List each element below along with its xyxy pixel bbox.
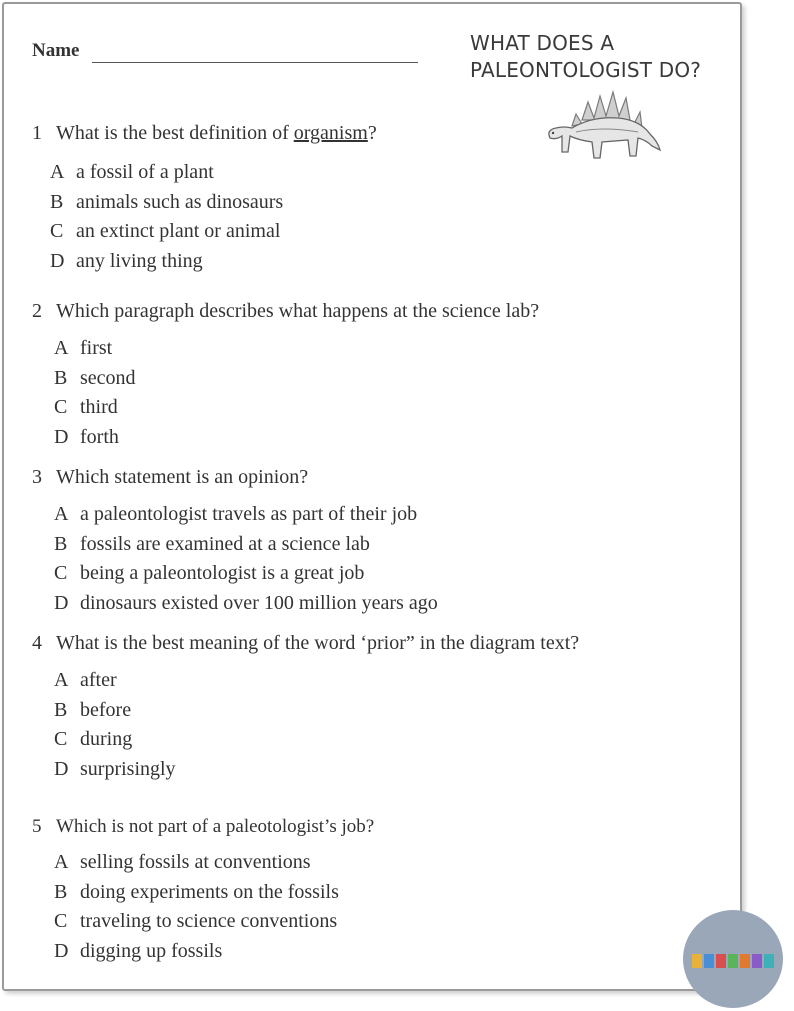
question-2 xyxy=(32,300,539,323)
option-letter: A xyxy=(54,337,69,359)
option-text: selling fossils at conventions xyxy=(80,851,311,873)
option-text: animals such as dinosaurs xyxy=(76,190,284,213)
stem-text: Which paragraph describes what happens at the science lab? xyxy=(56,300,540,322)
answer-option[interactable] xyxy=(54,364,136,394)
option-text: being a paleontologist is a great job xyxy=(80,562,365,584)
worksheet-title xyxy=(470,30,740,84)
name-write-line xyxy=(92,62,418,63)
question-1 xyxy=(32,122,377,145)
logo-color-block xyxy=(704,954,714,968)
answer-option[interactable] xyxy=(54,393,136,423)
answer-option[interactable] xyxy=(54,666,176,696)
option-letter: B xyxy=(54,532,68,555)
option-letter: D xyxy=(50,249,65,272)
option-text: an extinct plant or animal xyxy=(76,220,281,242)
option-letter: D xyxy=(54,425,69,448)
question-number: 3 xyxy=(32,466,42,488)
option-text: doing experiments on the fossils xyxy=(80,880,339,903)
stem-text: What is the best meaning of the word ‘prior” in the diagram text? xyxy=(56,632,580,654)
options-q5 xyxy=(54,848,339,966)
question-stem xyxy=(32,466,308,489)
answer-option[interactable] xyxy=(54,878,339,908)
answer-option[interactable] xyxy=(54,589,438,619)
answer-option[interactable] xyxy=(54,755,176,785)
answer-option[interactable] xyxy=(54,530,438,560)
option-letter: C xyxy=(54,910,68,932)
question-number: 1 xyxy=(32,122,42,144)
stem-text-end: ? xyxy=(367,122,377,144)
question-number: 2 xyxy=(32,300,42,322)
underlined-term: organism xyxy=(293,122,368,144)
option-text: during xyxy=(80,728,133,750)
option-letter: D xyxy=(54,757,69,780)
option-text: fossils are examined at a science lab xyxy=(80,532,370,555)
title-line-2: PALEONTOLOGIST DO? xyxy=(470,58,702,82)
stem-text: Which is not part of a paleotologist’s job? xyxy=(56,816,375,837)
option-text: a paleontologist travels as part of their job xyxy=(80,503,418,525)
answer-option[interactable] xyxy=(54,848,339,878)
option-letter: C xyxy=(54,396,68,418)
answer-option[interactable] xyxy=(54,559,438,589)
publisher-logo-badge xyxy=(683,910,783,1008)
worksheet-page xyxy=(2,2,742,991)
option-text: any living thing xyxy=(76,249,203,272)
option-text: a fossil of a plant xyxy=(76,161,214,183)
logo-color-block xyxy=(752,954,762,968)
option-letter: B xyxy=(54,880,68,903)
answer-option[interactable] xyxy=(50,247,283,277)
title-line-1: WHAT DOES A xyxy=(470,31,615,55)
stem-text: Which statement is an opinion? xyxy=(56,466,309,488)
option-letter: B xyxy=(54,366,68,389)
question-stem xyxy=(32,300,539,323)
option-text: second xyxy=(80,366,136,389)
question-stem xyxy=(32,632,579,655)
option-text: after xyxy=(80,669,117,691)
question-stem xyxy=(32,816,374,838)
logo-color-block xyxy=(716,954,726,968)
option-letter: D xyxy=(54,939,69,962)
option-text: traveling to science conventions xyxy=(80,910,338,932)
option-text: first xyxy=(80,337,113,359)
logo-color-blocks xyxy=(691,954,775,968)
answer-option[interactable] xyxy=(54,937,339,967)
answer-option[interactable] xyxy=(54,907,339,937)
option-letter: C xyxy=(54,562,68,584)
option-letter: A xyxy=(50,161,65,183)
answer-option[interactable] xyxy=(54,696,176,726)
answer-option[interactable] xyxy=(54,334,136,364)
option-letter: A xyxy=(54,669,69,691)
answer-option[interactable] xyxy=(54,725,176,755)
option-letter: B xyxy=(50,190,64,213)
question-stem xyxy=(32,122,377,145)
options-q4 xyxy=(54,666,176,784)
option-text: third xyxy=(80,396,118,418)
question-5 xyxy=(32,816,374,838)
option-letter: C xyxy=(54,728,68,750)
option-text: forth xyxy=(80,425,119,448)
option-letter: B xyxy=(54,698,68,721)
answer-option[interactable] xyxy=(54,500,438,530)
logo-color-block xyxy=(740,954,750,968)
option-letter: A xyxy=(54,851,69,873)
option-letter: D xyxy=(54,591,69,614)
answer-option[interactable] xyxy=(50,217,283,247)
question-4 xyxy=(32,632,579,655)
stem-text: What is the best definition of xyxy=(56,122,294,144)
answer-option[interactable] xyxy=(50,158,283,188)
question-number: 5 xyxy=(32,816,42,837)
question-3 xyxy=(32,466,308,489)
options-q2 xyxy=(54,334,136,452)
question-number: 4 xyxy=(32,632,42,654)
option-letter: A xyxy=(54,503,69,525)
answer-option[interactable] xyxy=(54,423,136,453)
option-text: dinosaurs existed over 100 million years ago xyxy=(80,591,438,614)
name-label: Name xyxy=(32,40,80,61)
option-text: before xyxy=(80,698,132,721)
logo-color-block xyxy=(728,954,738,968)
logo-color-block xyxy=(764,954,774,968)
stegosaurus-icon xyxy=(542,90,662,166)
option-text: surprisingly xyxy=(80,757,176,780)
option-text: digging up fossils xyxy=(80,939,223,962)
answer-option[interactable] xyxy=(50,188,283,218)
options-q3 xyxy=(54,500,438,618)
options-q1 xyxy=(50,158,283,276)
logo-color-block xyxy=(692,954,702,968)
option-letter: C xyxy=(50,220,64,242)
